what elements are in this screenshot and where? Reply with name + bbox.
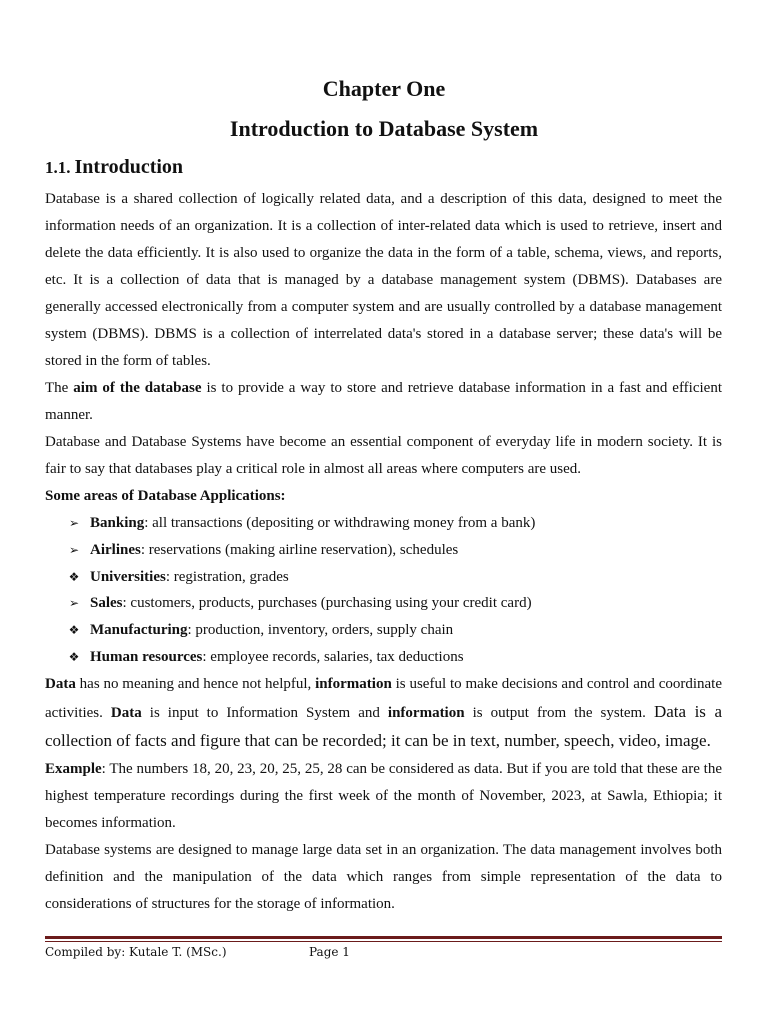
paragraph-aim <box>45 375 722 429</box>
text-run: is input to Information System and <box>141 704 388 721</box>
applications-list <box>45 510 722 671</box>
aim-post: is to provide a way to store and retrieve database information in a fast and efficient manner. <box>45 380 722 423</box>
list-item-term: Human resources <box>90 648 203 665</box>
list-item-term: Banking <box>90 515 145 531</box>
aim-pre: The <box>45 380 74 396</box>
chapter-title: Chapter One <box>322 76 446 101</box>
term-data: Data <box>45 675 76 692</box>
text-run: has no meaning and hence not helpful, <box>75 675 316 692</box>
list-item-term: Airlines <box>90 541 141 558</box>
list-item <box>45 564 722 591</box>
footer-rule <box>45 936 722 939</box>
list-item-desc: : production, inventory, orders, supply chain <box>187 622 454 639</box>
term-information: information <box>387 704 465 721</box>
paragraph-data-vs-information <box>45 671 722 756</box>
body-text <box>45 186 722 918</box>
list-item-term: Universities <box>90 568 166 585</box>
paragraph-example <box>45 756 722 837</box>
list-item <box>45 537 722 564</box>
list-item-term: Manufacturing <box>90 622 188 639</box>
arrow-bullet-icon: ➢ <box>68 596 80 611</box>
list-item-desc: : registration, grades <box>165 568 289 585</box>
list-item <box>45 590 722 617</box>
section-heading <box>45 154 183 182</box>
term-data: Data <box>110 704 142 721</box>
term-information: information <box>315 675 392 692</box>
chapter-subtitle: Introduction to Database System <box>229 116 539 141</box>
arrow-bullet-icon: ➢ <box>68 516 80 530</box>
footer-author: Compiled by: Kutale T. (MSc.) <box>45 945 227 959</box>
diamond-bullet-icon: ❖ <box>68 569 80 584</box>
page-number: Page 1 <box>309 945 350 959</box>
list-item-term: Sales <box>90 595 123 612</box>
list-item-desc: : employee records, salaries, tax deductions <box>202 648 464 665</box>
paragraph-database-systems: Database systems are designed to manage large data set in an organization. The data management involves both definition and the manipulation of the data which ranges from simple representation of the data to considerations of structures for the storage of information. <box>45 841 722 912</box>
paragraph-database-definition: Database is a shared collection of logically related data, and a description of this data, designed to meet the information needs of an organization. It is a collection of inter-related data which is used to retrieve, insert and delete the data efficiently. It is also used to organize the data in the form of a table, schema, views, and reports, etc. It is a collection of data that is managed by a database management system (DBMS). Databases are generally accessed electronically from a computer system and are usually controlled by a database management system (DBMS). DBMS is a collection of interrelated data's stored in a database server; these data's will be stored in the form of tables. <box>45 191 722 369</box>
aim-bold: aim of the database <box>73 380 202 396</box>
example-label: Example <box>45 760 102 777</box>
arrow-bullet-icon: ➢ <box>68 542 80 557</box>
section-title: Introduction <box>74 156 184 178</box>
applications-heading: Some areas of Database Applications: <box>45 488 286 504</box>
text-run: is output from the system. <box>464 704 654 721</box>
section-number: 1.1. <box>45 158 71 177</box>
diamond-bullet-icon: ❖ <box>68 623 80 638</box>
example-text: : The numbers 18, 20, 23, 20, 25, 25, 28 can be considered as data. But if you are told that these are the highest temperature recordings during the first week of the month of November, 2023, at Sawla, Ethiopia; it becomes information. <box>45 760 722 831</box>
paragraph-importance: Database and Database Systems have become an essential component of everyday life in modern society. It is fair to say that databases play a critical role in almost all areas where computers are used. <box>45 434 722 477</box>
footer-rule-thin <box>45 941 722 942</box>
diamond-bullet-icon: ❖ <box>68 649 80 664</box>
list-item <box>45 644 722 671</box>
list-item <box>45 510 722 537</box>
list-item-desc: : all transactions (depositing or withdrawing money from a bank) <box>144 515 536 531</box>
list-item-desc: : customers, products, purchases (purchasing using your credit card) <box>122 595 532 612</box>
list-item <box>45 617 722 644</box>
text-run: is useful to make decisions and control and coordinate activities. <box>45 675 723 721</box>
data-definition: Data is a collection of facts and figure that can be recorded; it can be in text, number, speech, video, image. <box>45 701 722 750</box>
list-item-desc: : reservations (making airline reservation), schedules <box>140 541 459 558</box>
